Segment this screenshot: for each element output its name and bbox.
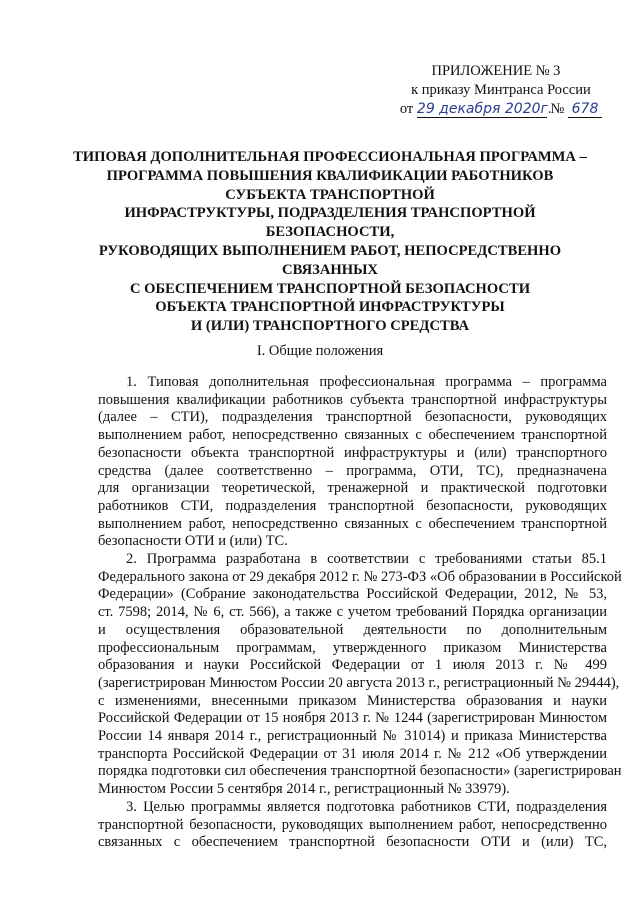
section-heading: I. Общие положения [256, 343, 384, 359]
handwritten-date: 29 декабря 2020г. [416, 101, 553, 117]
paragraph-2 [70, 551, 622, 799]
text-line: (далее – СТИ), подразделения транспортной безопасности, руководящих [98, 409, 607, 426]
title-line: ОБЪЕКТА ТРАНСПОРТНОЙ ИНФРАСТРУКТУРЫ [155, 299, 505, 316]
title-line: ИНФРАСТРУКТУРЫ, ПОДРАЗДЕЛЕНИЯ ТРАНСПОРТНОЙ [124, 205, 536, 222]
text-line: 1. Типовая дополнительная профессиональная программа – программа [126, 374, 607, 390]
text-line: порядка подготовки сил обеспечения транспортной безопасности» (зарегистрирован [98, 763, 622, 780]
text-line: и осуществления образовательной деятельности по дополнительным [98, 621, 607, 638]
appendix-block [400, 62, 602, 119]
text-line: образования и науки Российской Федерации от 1 июля 2013 г. № 499 [98, 657, 607, 674]
paragraph-3 [70, 799, 607, 852]
text-line: профессиональным программам, утвержденного приказом Министерства [98, 639, 607, 656]
text-line: для организации теоретической, тренажерной и практической подготовки [98, 480, 607, 497]
text-line: связанных с обеспечением транспортной безопасности ОТИ и (или) ТС, [98, 834, 607, 851]
text-line: транспорта Российской Федерации от 31 июля 2014 г. № 212 «Об утверждении [98, 745, 607, 762]
title-line: БЕЗОПАСНОСТИ, [265, 224, 395, 241]
text-line: выполнением работ, непосредственно связанных с обеспечением транспортной [98, 427, 607, 444]
appendix-title: ПРИЛОЖЕНИЕ № 3 [431, 63, 561, 79]
text-line: транспортной безопасности, руководящих выполнением работ, непосредственно [98, 816, 607, 833]
text-line: средства (далее соответственно – программа, ОТИ, ТС), предназначена [98, 462, 607, 479]
text-line: Минюстом России 5 сентября 2014 г., регистрационный № 33979). [98, 781, 510, 798]
text-line: (зарегистрирован Минюстом России 20 августа 2013 г., регистрационный № 29444), [98, 674, 620, 691]
text-line: России 14 января 2014 г., регистрационный № 31014) и приказа Министерства [98, 728, 607, 745]
number-label: № [550, 101, 565, 117]
text-line: повышения квалификации работников субъекта транспортной инфраструктуры [98, 391, 607, 408]
document-title [50, 148, 610, 336]
handwritten-number: 678 [568, 102, 602, 118]
text-line: Федерального закона от 29 декабря 2012 г. № 273-ФЗ «Об образовании в Российской [98, 568, 622, 585]
title-line: СВЯЗАННЫХ [282, 261, 378, 278]
text-line: Российской Федерации от 15 ноября 2013 г. № 1244 (зарегистрирован Минюстом [98, 710, 607, 727]
text-line: безопасности ОТИ и (или) ТС. [98, 533, 288, 550]
text-line: ст. 7598; 2014, № 6, ст. 566), а также с учетом требований Порядка организации [98, 604, 607, 621]
appendix-date-line [400, 100, 602, 119]
title-line: ТИПОВАЯ ДОПОЛНИТЕЛЬНАЯ ПРОФЕССИОНАЛЬНАЯ ПРОГРАММА – [73, 149, 587, 165]
title-line: И (ИЛИ) ТРАНСПОРТНОГО СРЕДСТВА [190, 318, 470, 335]
title-line: СУБЪЕКТА ТРАНСПОРТНОЙ [225, 186, 435, 203]
text-line: 3. Целью программы является подготовка работников СТИ, подразделения [126, 798, 607, 815]
paragraph-1 [70, 374, 607, 551]
text-line: 2. Программа разработана в соответствии с требованиями статьи 85.1 [126, 551, 607, 568]
text-line: работников СТИ, подразделения транспортной безопасности, руководящих [98, 497, 607, 514]
title-line: С ОБЕСПЕЧЕНИЕМ ТРАНСПОРТНОЙ БЕЗОПАСНОСТИ [129, 280, 531, 297]
text-line: безопасности объекта транспортной инфраструктуры и (или) транспортного [98, 444, 607, 461]
appendix-order-ref: к приказу Минтранса России [411, 82, 591, 98]
title-line: ПРОГРАММА ПОВЫШЕНИЯ КВАЛИФИКАЦИИ РАБОТНИКОВ [106, 167, 554, 184]
document-body [70, 374, 622, 852]
title-line: РУКОВОДЯЩИХ ВЫПОЛНЕНИЕМ РАБОТ, НЕПОСРЕДСТВЕННО [98, 242, 562, 259]
text-line: Федерации» (Собрание законодательства Российской Федерации, 2012, № 53, [98, 586, 607, 603]
from-label: от [399, 101, 414, 117]
text-line: с изменениями, внесенными приказом Министерства образования и науки [98, 692, 607, 709]
text-line: выполнением работ, непосредственно связанных с обеспечением транспортной [98, 515, 607, 532]
